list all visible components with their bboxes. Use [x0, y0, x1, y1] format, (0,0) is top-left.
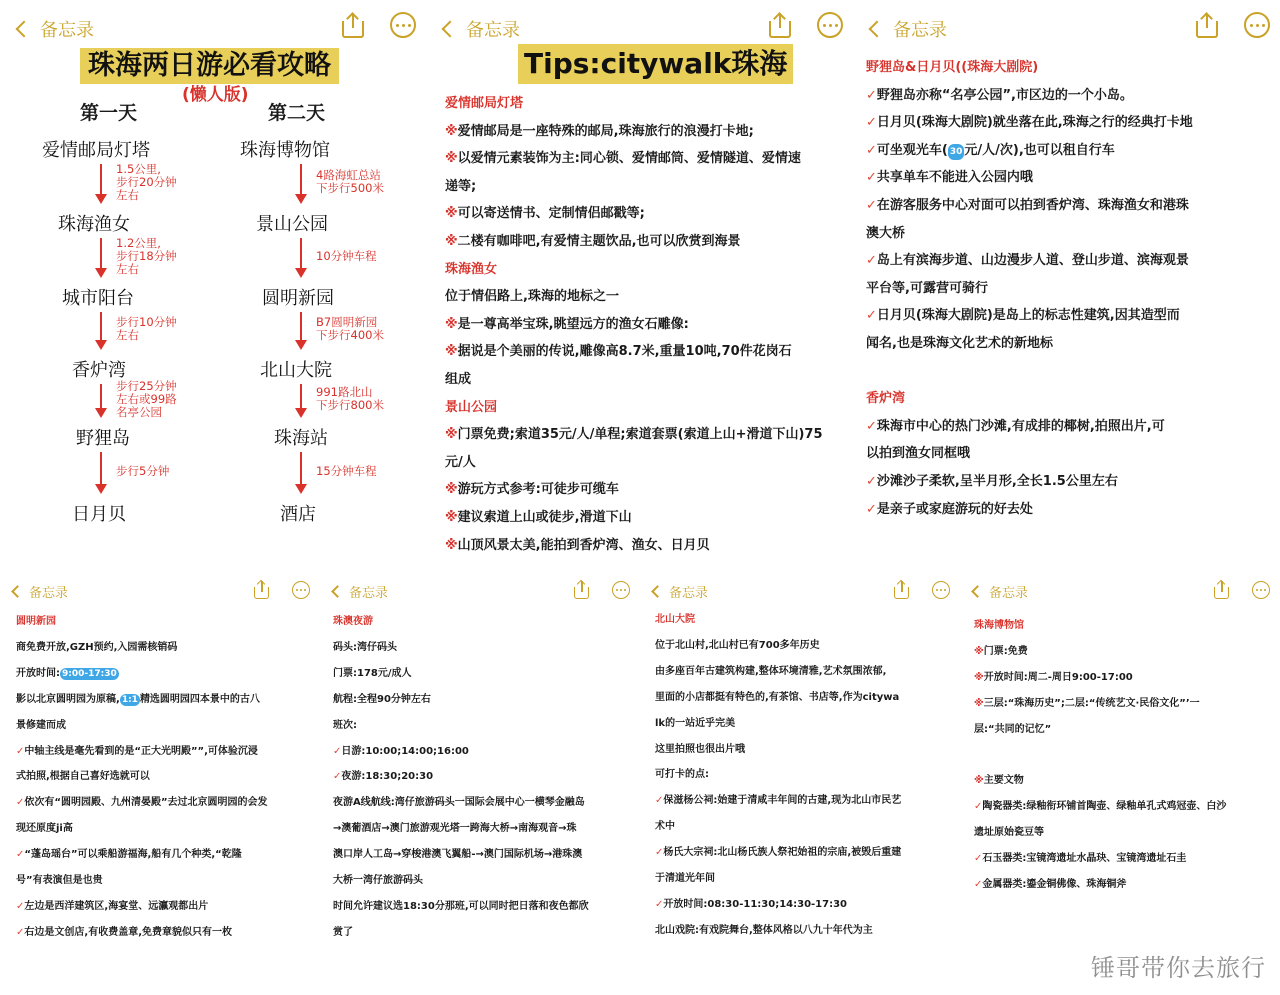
text-line: ✓野狸岛亦称“名亭公园”,市区边的一个小岛。 — [866, 87, 1133, 103]
text-line: ✓金属器类:鎏金铜佛像、珠海铜斧 — [974, 879, 1127, 890]
text-line: ※开放时间:周二-周日9:00-17:00 — [974, 671, 1133, 683]
note-panel-night-cruise — [320, 572, 640, 952]
text-line: ※山顶风景太美,能拍到香炉湾、渔女、日月贝 — [445, 537, 710, 553]
asterisk-icon: ※ — [445, 123, 458, 139]
share-icon[interactable] — [894, 580, 910, 600]
text-line: ✓杨氏大宗祠:北山杨氏族人祭祀始祖的宗庙,被毁后重建 — [655, 847, 902, 859]
day1-arrow-4 — [100, 384, 102, 410]
more-icon[interactable] — [1244, 12, 1270, 38]
back-button[interactable] — [970, 582, 1028, 601]
nav-bar — [426, 0, 853, 44]
text-line: 现还原度ji高 — [16, 823, 73, 835]
text-line: ※以爱情元素装饰为主:同心锁、爱情邮筒、爱情隧道、爱情速 — [445, 151, 801, 167]
check-icon: ✓ — [655, 795, 664, 807]
back-button[interactable] — [650, 582, 708, 601]
text-line: 元/人 — [445, 454, 476, 470]
section-heading: 爱情邮局灯塔 — [445, 96, 524, 111]
share-icon[interactable] — [1196, 12, 1218, 38]
text-line: 时间允许建议选18:30分那班,可以同时把日落和夜色都欣 — [333, 900, 589, 912]
day2-place-4: 北山大院 — [260, 360, 332, 381]
text-line: ✓“蓬岛瑶台”可以乘船游福海,船有几个种类,“乾隆 — [16, 849, 242, 861]
back-label: 备忘录 — [29, 586, 69, 601]
text-line: 术中 — [655, 821, 675, 833]
text-line: ✓日游:10:00;14:00;16:00 — [333, 745, 469, 757]
chevron-left-icon — [11, 585, 24, 598]
text-line: 澳大桥 — [866, 225, 906, 241]
chevron-left-icon — [442, 21, 459, 38]
text-line: 以拍到渔女同框哦 — [866, 446, 971, 462]
text-line: 这里拍照也很出片哦 — [655, 743, 745, 755]
check-icon: ✓ — [866, 253, 877, 269]
back-button[interactable] — [330, 582, 388, 601]
share-icon[interactable] — [1214, 580, 1230, 600]
text-line: 组成 — [445, 372, 472, 387]
more-icon[interactable] — [1252, 581, 1270, 599]
back-label: 备忘录 — [989, 586, 1029, 601]
day2-route-note-5: 15分钟车程 — [316, 463, 377, 478]
text-line: 里面的小店都挺有特色的,有茶馆、书店等,作为citywa — [655, 691, 900, 703]
text-line: 闻名,也是珠海文化艺术的新地标 — [866, 336, 1053, 351]
text-line: ※爱情邮局是一座特殊的邮局,珠海旅行的浪漫打卡地; — [445, 123, 754, 139]
day2-route-note-4: 991路北山 下步行800米 — [316, 385, 384, 412]
check-icon: ✓ — [866, 170, 877, 186]
day2-heading: 第二天 — [268, 102, 326, 124]
more-icon[interactable] — [817, 12, 843, 38]
text-line: 位于情侣路上,珠海的地标之一 — [445, 289, 619, 305]
back-button[interactable] — [14, 16, 94, 42]
day2-place-2: 景山公园 — [256, 214, 328, 235]
more-icon[interactable] — [612, 581, 630, 599]
text-line: 景修建而成 — [16, 719, 66, 731]
day1-route-note-5: 步行5分钟 — [116, 463, 170, 478]
chevron-left-icon — [869, 21, 886, 38]
section-heading: 北山大院 — [655, 614, 695, 625]
text-line: →澳葡酒店→澳门旅游观光塔一跨海大桥→南海观音→珠 — [333, 823, 577, 835]
day2-place-5: 珠海站 — [274, 428, 328, 449]
check-icon: ✓ — [333, 771, 342, 783]
check-icon: ✓ — [655, 898, 664, 910]
check-icon: ✓ — [866, 142, 877, 158]
day1-place-5: 野狸岛 — [76, 428, 130, 449]
text-line: 递等; — [445, 178, 477, 194]
asterisk-icon: ※ — [445, 537, 458, 553]
day2-arrow-5 — [300, 452, 302, 486]
text-line: ✓珠海市中心的热门沙滩,有成排的椰树,拍照出片,可 — [866, 418, 1165, 434]
share-icon[interactable] — [342, 12, 364, 38]
text-line: ✓可坐观光车( 30 元/人/次),也可以租自行车 — [866, 142, 1115, 158]
text-line: 号”有表演但是也贵 — [16, 875, 103, 886]
section-heading: 圆明新园 — [16, 616, 56, 627]
note-panel-itinerary — [0, 0, 426, 570]
chevron-left-icon — [651, 585, 664, 598]
text-line: ✓日月贝(珠海大剧院)就坐落在此,珠海之行的经典打卡地 — [866, 115, 1193, 131]
day1-place-6: 日月贝 — [72, 504, 126, 525]
check-icon: ✓ — [866, 308, 877, 324]
chevron-left-icon — [331, 585, 344, 598]
section-heading: 香炉湾 — [866, 391, 906, 407]
text-line: 商免费开放,GZH预约,入园需核销码 — [16, 641, 178, 653]
section-heading: 珠海渔女 — [445, 261, 498, 277]
day2-route-note-1: 4路海虹总站 下步行500米 — [316, 168, 384, 195]
day2-place-3: 圆明新园 — [262, 288, 334, 309]
asterisk-icon: ※ — [445, 206, 458, 222]
text-line: ✓保滋杨公祠:始建于清咸丰年间的古建,现为北山市民艺 — [655, 795, 902, 807]
day1-route-note-3: 步行10分钟 左右 — [116, 315, 177, 342]
text-line: 影以北京圆明园为原稿, 1:1 精选圆明园四本景中的古八 — [16, 693, 260, 705]
text-line: ※建议索道上山或徒步,滑道下山 — [445, 510, 632, 525]
asterisk-icon: ※ — [974, 697, 984, 709]
day2-arrow-2 — [300, 238, 302, 270]
asterisk-icon: ※ — [445, 151, 458, 167]
day1-route-note-4: 步行25分钟 左右或99路 名亭公园 — [116, 378, 177, 419]
asterisk-icon: ※ — [974, 671, 984, 683]
share-icon[interactable] — [769, 12, 791, 38]
text-line: 赏了 — [333, 926, 353, 938]
day1-arrow-3 — [100, 312, 102, 342]
section-heading: 野狸岛&日月贝((珠海大剧院) — [866, 60, 1039, 75]
text-line: ✓夜游:18:30;20:30 — [333, 771, 434, 783]
text-line: ※是一尊高举宝珠,眺望远方的渔女石雕像: — [445, 316, 689, 332]
back-button[interactable] — [440, 16, 520, 42]
check-icon: ✓ — [16, 849, 25, 861]
text-line: ✓是亲子或家庭游玩的好去处 — [866, 501, 1033, 517]
asterisk-icon: ※ — [445, 427, 458, 443]
text-line: ✓左边是西洋建筑区,海宴堂、远瀛观都出片 — [16, 900, 209, 912]
check-icon: ✓ — [655, 847, 664, 859]
text-line: 层:“共同的记忆” — [974, 723, 1052, 735]
page-subtitle: (懒人版) — [182, 85, 249, 105]
text-line: 式拍照,根据自己喜好选就可以 — [16, 771, 150, 783]
day2-place-6: 酒店 — [280, 504, 316, 525]
text-line: ※游玩方式参考:可徒步可缆车 — [445, 482, 619, 498]
note-panel-beishan — [640, 572, 960, 952]
tips-title: Tips:citywalk珠海 — [518, 44, 793, 84]
day1-arrow-2 — [100, 238, 102, 270]
text-line: 班次: — [333, 719, 357, 731]
check-icon: ✓ — [866, 115, 877, 131]
text-line: 平台等,可露营可骑行 — [866, 280, 988, 296]
number-badge: 30 — [948, 144, 965, 160]
day1-place-3: 城市阳台 — [62, 288, 134, 309]
number-badge: 1:1 — [121, 694, 138, 705]
text-line: ✓在游客服务中心对面可以拍到香炉湾、珠海渔女和港珠 — [866, 198, 1189, 213]
section-heading: 珠海博物馆 — [974, 620, 1024, 631]
text-line: 澳口岸人工岛→穿梭港澳飞翼船-→澳门国际机场→港珠澳 — [333, 849, 583, 861]
text-line: 航程:全程90分钟左右 — [333, 693, 431, 705]
day1-arrow-5 — [100, 452, 102, 486]
nav-bar — [960, 572, 1280, 616]
nav-bar — [0, 0, 426, 44]
text-line: 位于北山村,北山村已有700多年历史 — [655, 639, 820, 651]
asterisk-icon: ※ — [445, 344, 458, 360]
chevron-left-icon — [16, 21, 33, 38]
check-icon: ✓ — [866, 198, 877, 213]
asterisk-icon: ※ — [445, 482, 458, 498]
back-label: 备忘录 — [40, 20, 94, 41]
back-label: 备忘录 — [349, 586, 389, 601]
asterisk-icon: ※ — [445, 316, 458, 332]
day2-arrow-4 — [300, 384, 302, 410]
day2-arrow-3 — [300, 312, 302, 342]
asterisk-icon: ※ — [974, 775, 984, 787]
day1-route-note-2: 1.2公里, 步行18分钟 左右 — [116, 235, 177, 276]
section-heading: 景山公园 — [445, 399, 498, 415]
more-icon[interactable] — [390, 12, 416, 38]
check-icon: ✓ — [16, 797, 25, 809]
back-label: 备忘录 — [893, 20, 947, 41]
text-line: ✓陶瓷器类:绿釉衔环铺首陶壶、绿釉单孔式鸡冠壶、白沙 — [974, 801, 1227, 813]
text-line: 夜游A线航线:湾仔旅游码头一国际会展中心一横琴金融岛 — [333, 797, 585, 809]
text-line: ※主要文物 — [974, 775, 1024, 787]
check-icon: ✓ — [16, 745, 25, 757]
day2-route-note-2: 10分钟车程 — [316, 248, 377, 263]
text-line: ✓沙滩沙子柔软,呈半月形,全长1.5公里左右 — [866, 474, 1118, 489]
text-line: 门票:178元/成人 — [333, 667, 412, 679]
text-line: ✓共享单车不能进入公园内哦 — [866, 170, 1033, 186]
text-line: ※三层:“珠海历史”;二层:“传统艺文·民俗文化”’一 — [974, 697, 1200, 709]
day1-place-1: 爱情邮局灯塔 — [42, 140, 150, 161]
chevron-left-icon — [971, 585, 984, 598]
day2-place-1: 珠海博物馆 — [240, 140, 330, 161]
text-line: 于清道光年间 — [655, 873, 715, 884]
check-icon: ✓ — [16, 900, 25, 912]
nav-bar — [853, 0, 1280, 44]
note-panel-yuanming — [0, 572, 320, 952]
text-line: lk的一站近乎完美 — [655, 717, 736, 729]
day2-arrow-1 — [300, 164, 302, 196]
section-heading: 珠澳夜游 — [333, 616, 373, 627]
check-icon: ✓ — [333, 745, 342, 757]
check-icon: ✓ — [16, 926, 25, 938]
text-line: 遗址原始瓷豆等 — [974, 827, 1044, 839]
text-line: 码头:湾仔码头 — [333, 641, 397, 653]
number-badge: 9:00-17:30 — [62, 668, 117, 679]
text-line: 可打卡的点: — [655, 769, 709, 781]
text-line: ✓石玉器类:宝镜湾遗址水晶玦、宝镜湾遗址石圭 — [974, 853, 1187, 865]
watermark: 锤哥带你去旅行 — [1091, 954, 1266, 982]
check-icon: ✓ — [974, 853, 983, 865]
nav-bar — [320, 572, 640, 616]
nav-bar — [640, 572, 960, 616]
day1-arrow-1 — [100, 164, 102, 196]
text-line: ✓中轴主线是毫先看到的是“正大光明殿””,可体验沉浸 — [16, 745, 258, 757]
text-line: 北山戏院:有戏院舞台,整体风格以八九十年代为主 — [655, 924, 873, 936]
asterisk-icon: ※ — [445, 234, 458, 249]
back-label: 备忘录 — [669, 586, 709, 601]
text-line: 由多座百年古建筑构建,整体环境清雅,艺术氛围浓郁, — [655, 665, 887, 677]
share-icon[interactable] — [254, 580, 270, 600]
share-icon[interactable] — [574, 580, 590, 600]
check-icon: ✓ — [866, 418, 877, 434]
text-line: ✓日月贝(珠海大剧院)是岛上的标志性建筑,因其造型而 — [866, 308, 1180, 324]
check-icon: ✓ — [866, 501, 877, 517]
back-label: 备忘录 — [466, 20, 520, 41]
check-icon: ✓ — [974, 801, 983, 813]
check-icon: ✓ — [974, 879, 983, 890]
text-line: 大桥一湾仔旅游码头 — [333, 875, 423, 886]
back-button[interactable] — [867, 16, 947, 42]
check-icon: ✓ — [866, 474, 877, 489]
day1-heading: 第一天 — [80, 102, 138, 124]
text-line: ※据说是个美丽的传说,雕像高8.7米,重量10吨,70件花岗石 — [445, 344, 792, 360]
text-line: ※二楼有咖啡吧,有爱情主题饮品,也可以欣赏到海景 — [445, 234, 741, 249]
day1-route-note-1: 1.5公里, 步行20分钟 左右 — [116, 161, 177, 202]
text-line: ✓依次有“圆明园殿、九州清晏殿”去过北京圆明园的会发 — [16, 797, 268, 809]
day1-place-2: 珠海渔女 — [58, 214, 130, 235]
asterisk-icon: ※ — [974, 645, 984, 657]
text-line: ✓右边是文创店,有收费盖章,免费章貌似只有一枚 — [16, 926, 232, 938]
text-line: 开放时间: 9:00-17:30 — [16, 667, 117, 679]
page-title: 珠海两日游必看攻略 — [80, 48, 339, 84]
asterisk-icon: ※ — [445, 510, 458, 525]
day2-route-note-3: B7圆明新园 下步行400米 — [316, 315, 384, 342]
nav-bar — [0, 572, 320, 616]
more-icon[interactable] — [292, 581, 310, 599]
back-button[interactable] — [10, 582, 68, 601]
text-line: ※门票免费;索道35元/人/单程;索道套票(索道上山+滑道下山)75 — [445, 427, 823, 443]
text-line: ✓开放时间:08:30-11:30;14:30-17:30 — [655, 898, 848, 910]
text-line: ※可以寄送情书、定制情侣邮戳等; — [445, 206, 645, 222]
day1-place-4: 香炉湾 — [72, 360, 126, 381]
text-line: ✓岛上有滨海步道、山边漫步人道、登山步道、滨海观景 — [866, 253, 1189, 269]
text-line: ※门票:免费 — [974, 645, 1028, 657]
more-icon[interactable] — [932, 581, 950, 599]
check-icon: ✓ — [866, 87, 877, 103]
